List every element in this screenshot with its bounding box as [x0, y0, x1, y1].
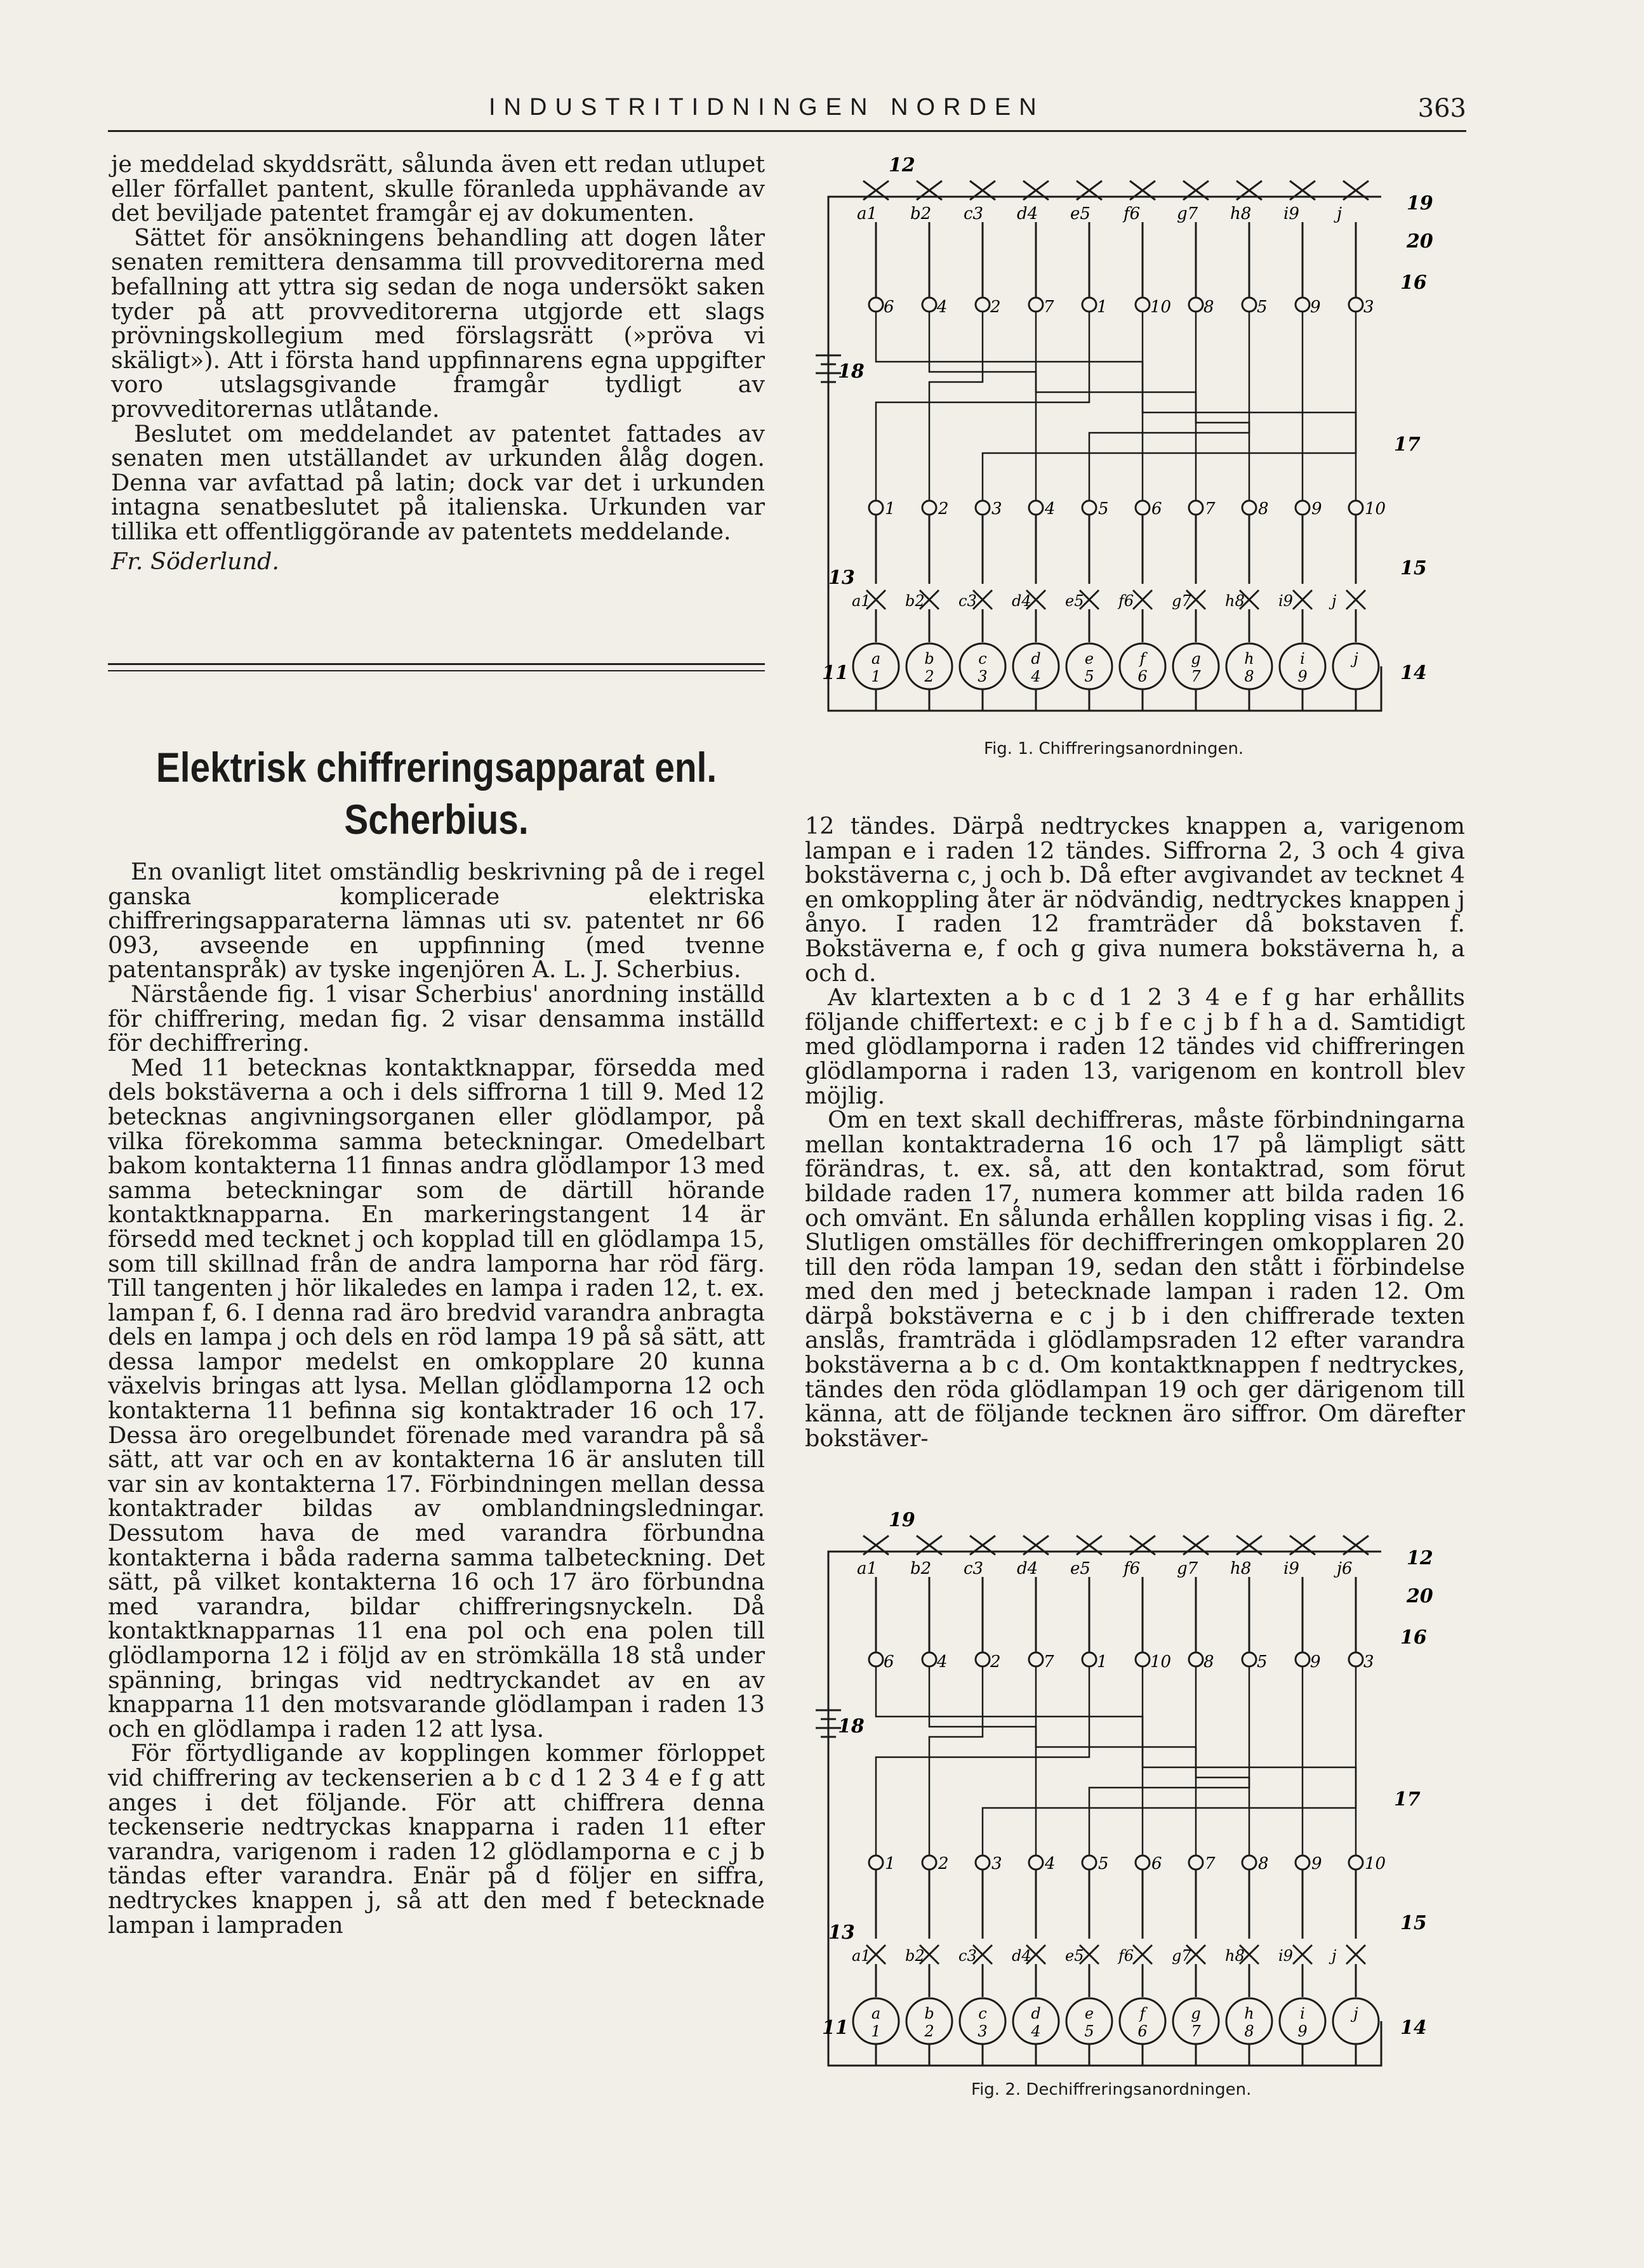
- key-letter: a: [871, 2005, 881, 2022]
- contact-16: [976, 1652, 990, 1666]
- row16-label: 2: [990, 298, 1001, 317]
- row13-label: i9: [1278, 592, 1293, 610]
- row17-label: 1: [885, 499, 896, 518]
- row17-label: 2: [938, 499, 949, 518]
- row12-label: c3: [964, 204, 984, 223]
- paragraph: Om en text skall dechiffreras, måste förbindningarna mellan kontaktraderna 16 och 17 på lämpligt sätt förändras, t. ex. så, att den kontaktrad, som förut bildade raden 17, numera kommer att bilda raden 16 och omvänt. En sålunda erhållen koppling visas i fig. 2. Slutligen omställes för dechiffreringen omkopplaren 20 till den röda lampan 19, sedan den stått i förbindelse med den med j betecknade lampan i raden 12. Om därpå bokstäverna e c j b i den chiffrerade texten anslås, framträda i glödlampsraden 12 efter varandra bokstäverna a b c d. Om kontaktknappen f nedtryckes, tändes den röda glödlampan 19 och ger därigenom till känna, att de följande tecknen äro siffror. Om därefter bokstäver-: [805, 1106, 1465, 1452]
- running-header: [108, 94, 1466, 129]
- row17-label: 4: [1045, 499, 1056, 518]
- key-letter: f: [1139, 2005, 1146, 2022]
- contact-17: [1189, 501, 1203, 515]
- key-letter: g: [1191, 650, 1201, 668]
- key-digit: 7: [1191, 668, 1201, 685]
- row13-label: f6: [1118, 592, 1134, 610]
- row17-label: 10: [1365, 499, 1386, 518]
- row13-label: b2: [905, 1947, 925, 1965]
- contact-16: [1136, 298, 1150, 312]
- row12-label: i9: [1283, 204, 1299, 223]
- key-letter: h: [1244, 650, 1254, 668]
- key-digit: 6: [1137, 668, 1148, 685]
- key-digit: 2: [924, 2022, 934, 2040]
- reference-numeral: 15: [1400, 1912, 1427, 1934]
- row12-label: j6: [1337, 1559, 1353, 1578]
- figure-2-circuit-diagram: [809, 1507, 1469, 2078]
- row17-label: 7: [1205, 499, 1216, 518]
- row17-label: 3: [991, 1854, 1002, 1873]
- key-digit: 8: [1244, 668, 1254, 685]
- reference-numeral: 12: [1407, 1547, 1433, 1569]
- key-digit: 4: [1031, 2022, 1041, 2040]
- row16-label: 10: [1150, 298, 1172, 317]
- reference-numeral: 20: [1407, 230, 1433, 253]
- page-number: 363: [1417, 94, 1466, 123]
- row13-label: a1: [852, 1947, 871, 1965]
- row13-label: j: [1332, 592, 1337, 610]
- article-title: [154, 741, 719, 845]
- scramble-wire: [1196, 1667, 1249, 1855]
- key-letter: f: [1139, 650, 1146, 668]
- contact-17: [1189, 1856, 1203, 1869]
- contact-16: [1296, 298, 1309, 312]
- key-digit: 3: [978, 668, 988, 685]
- contact-17: [1242, 1856, 1256, 1869]
- reference-numeral: 14: [1400, 2017, 1427, 2039]
- contact-16: [869, 1652, 883, 1666]
- contact-17: [1296, 1856, 1309, 1869]
- reference-numeral: 15: [1400, 557, 1427, 579]
- contact-17: [1136, 1856, 1150, 1869]
- key-letter: c: [978, 2005, 987, 2022]
- reference-numeral: 19: [1407, 192, 1433, 214]
- row16-label: 1: [1097, 1652, 1108, 1671]
- row13-label: c3: [958, 592, 977, 610]
- key-digit: 9: [1297, 668, 1308, 685]
- row12-label: e5: [1070, 204, 1090, 223]
- contact-16: [922, 1652, 936, 1666]
- contact-17: [1136, 501, 1150, 515]
- contact-16: [1082, 298, 1096, 312]
- key-digit: 4: [1031, 668, 1041, 685]
- article-title-line: Elektrisk chiffreringsapparat enl.: [156, 744, 717, 791]
- key-letter: d: [1031, 2005, 1041, 2022]
- contact-16: [1349, 298, 1363, 312]
- figure-1-caption: Fig. 1. Chiffreringsanordningen.: [984, 739, 1244, 758]
- row17-label: 7: [1205, 1854, 1216, 1873]
- article-left-column: [108, 860, 765, 1937]
- figure-1-circuit-diagram: [809, 152, 1469, 723]
- row16-label: 9: [1310, 298, 1321, 317]
- contact-17: [1242, 501, 1256, 515]
- contact-17: [869, 501, 883, 515]
- reference-numeral: 19: [889, 1509, 915, 1531]
- author-signature: Fr. Söderlund.: [111, 547, 280, 575]
- key-digit: 3: [978, 2022, 988, 2040]
- scramble-wire: [1089, 1667, 1249, 1855]
- scramble-wire: [1036, 1667, 1196, 1855]
- row13-label: e5: [1065, 1947, 1084, 1965]
- scramble-wire: [983, 312, 1356, 500]
- row13-label: d4: [1012, 1947, 1031, 1965]
- row12-label: f6: [1124, 1559, 1141, 1578]
- contact-17: [1082, 1856, 1096, 1869]
- contact-16: [1242, 298, 1256, 312]
- contact-16: [1349, 1652, 1363, 1666]
- row13-label: a1: [852, 592, 871, 610]
- row12-label: d4: [1017, 1559, 1038, 1578]
- row16-label: 3: [1363, 298, 1374, 317]
- row17-label: 8: [1258, 1854, 1269, 1873]
- contact-16: [1029, 298, 1043, 312]
- contact-17: [922, 501, 936, 515]
- paragraph: Av klartexten a b c d 1 2 3 4 e f g har erhållits följande chiffertext: e c j b f e c j b f h a d. Samtidigt med glödlamporna i raden 12 tändes vid chiffreringen glödlamporna i raden 13, varigenom en kontroll blev möjlig.: [805, 984, 1465, 1109]
- row16-label: 6: [884, 298, 894, 317]
- row12-label: g7: [1177, 204, 1198, 223]
- row12-label: c3: [964, 1559, 984, 1578]
- contact-17: [869, 1856, 883, 1869]
- contact-16: [1189, 298, 1203, 312]
- row13-label: e5: [1065, 592, 1084, 610]
- row12-label: e5: [1070, 1559, 1090, 1578]
- row16-label: 4: [937, 298, 948, 317]
- row16-label: 1: [1097, 298, 1108, 317]
- key-letter: j: [1353, 650, 1358, 668]
- scramble-wire: [929, 1667, 983, 1855]
- row17-label: 9: [1311, 1854, 1322, 1873]
- row17-label: 6: [1151, 499, 1162, 518]
- contact-16: [1242, 1652, 1256, 1666]
- key-letter: j: [1353, 2005, 1358, 2022]
- row13-label: j: [1332, 1947, 1337, 1965]
- row12-label: g7: [1177, 1559, 1198, 1578]
- reference-numeral: 11: [822, 662, 849, 684]
- row12-label: b2: [910, 204, 932, 223]
- key-letter: i: [1300, 650, 1305, 668]
- reference-numeral: 11: [822, 2017, 849, 2039]
- row17-label: 8: [1258, 499, 1269, 518]
- reference-numeral: 20: [1407, 1585, 1433, 1607]
- contact-17: [1296, 501, 1309, 515]
- scramble-wire: [876, 312, 1143, 500]
- row16-label: 8: [1203, 1652, 1214, 1671]
- paragraph: För förtydligande av kopplingen kommer förloppet vid chiffrering av teckenserien a b c d 1 2 3 4 e f g att anges i det följande. För att chiffrera denna teckenserie nedtryckas knapparna i raden 11 efter varandra, varigenom i raden 12 glödlamporna e c j b tändas efter varandra. Enär på d följer en siffra, nedtryckes knappen j, så att den med f betecknade lampan i lampraden: [108, 1739, 765, 1939]
- row16-label: 10: [1150, 1652, 1172, 1671]
- contact-17: [1029, 1856, 1043, 1869]
- row17-label: 1: [885, 1854, 896, 1873]
- key-digit: 8: [1244, 2022, 1254, 2040]
- key-letter: b: [924, 650, 934, 668]
- contact-17: [976, 1856, 990, 1869]
- row13-label: d4: [1012, 592, 1031, 610]
- journal-title: INDUSTRITIDNINGEN NORDEN: [489, 94, 1045, 121]
- section-double-rule: [108, 663, 765, 671]
- contact-16: [1189, 1652, 1203, 1666]
- contact-17: [1082, 501, 1096, 515]
- contact-16: [1296, 1652, 1309, 1666]
- row13-label: h8: [1225, 1947, 1245, 1965]
- row16-label: 5: [1257, 298, 1268, 317]
- key-digit: 2: [924, 668, 934, 685]
- reference-numeral: 16: [1400, 1626, 1427, 1649]
- row17-label: 5: [1098, 499, 1109, 518]
- row13-label: f6: [1118, 1947, 1134, 1965]
- row13-label: i9: [1278, 1947, 1293, 1965]
- key-letter: g: [1191, 2005, 1201, 2022]
- reference-numeral: 18: [838, 360, 865, 383]
- contact-16: [869, 298, 883, 312]
- key-letter: e: [1084, 650, 1094, 668]
- row13-label: b2: [905, 592, 925, 610]
- reference-numeral: 17: [1394, 433, 1421, 456]
- row17-label: 2: [938, 1854, 949, 1873]
- key-digit: 5: [1084, 668, 1094, 685]
- row17-label: 6: [1151, 1854, 1162, 1873]
- contact-16: [1082, 1652, 1096, 1666]
- row17-label: 10: [1365, 1854, 1386, 1873]
- reference-numeral: 17: [1394, 1788, 1421, 1810]
- row12-label: b2: [910, 1559, 932, 1578]
- contact-16: [922, 298, 936, 312]
- key-digit: 7: [1191, 2022, 1201, 2040]
- row12-label: h8: [1230, 204, 1252, 223]
- key-letter: b: [924, 2005, 934, 2022]
- row16-label: 7: [1044, 298, 1054, 317]
- row12-label: i9: [1283, 1559, 1299, 1578]
- paragraph: En ovanligt litet omständlig beskrivning på de i regel ganska komplicerade elektriska chiffreringsapparaterna lämnas uti sv. patentet nr 66 093, avseende en uppfinning (med tvenne patentanspråk) av tyske ingenjören A. L. J. Scherbius.: [108, 858, 765, 984]
- scramble-wire: [1036, 312, 1196, 500]
- paragraph: 12 tändes. Därpå nedtryckes knappen a, varigenom lampan e i raden 12 tändes. Siffrorna 2, 3 och 4 giva bokstäverna c, j och b. Då efter avgivandet av tecknet 4 en omkoppling åter är nödvändig, nedtryckes knappen j ånyo. I raden 12 framträder då bokstaven f. Bokstäverna e, f och g giva numera bokstäverna h, a och d.: [805, 812, 1465, 987]
- contact-17: [922, 1856, 936, 1869]
- row12-label: a1: [857, 204, 878, 223]
- key-letter: c: [978, 650, 987, 668]
- reference-numeral: 13: [828, 1922, 855, 1944]
- contact-17: [1029, 501, 1043, 515]
- reference-numeral: 13: [828, 567, 855, 589]
- row12-label: d4: [1017, 204, 1038, 223]
- row17-label: 4: [1045, 1854, 1056, 1873]
- key-digit: 6: [1137, 2022, 1148, 2040]
- contact-17: [1349, 1856, 1363, 1869]
- row12-label: h8: [1230, 1559, 1252, 1578]
- contact-16: [1136, 1652, 1150, 1666]
- paragraph: Sättet för ansökningens behandling att dogen låter senaten remittera densamma till provveditorerna med befallning att yttra sig sedan de noga undersökt saken tyder på att provveditorerna utgjorde ett slags prövningskollegium med förslagsrätt (»pröva vi skäligt»). Att i första hand uppfinnarens egna uppgifter voro utslagsgivande framgår tydligt av provveditorernas utlåtande.: [111, 223, 765, 423]
- reference-numeral: 16: [1400, 272, 1427, 294]
- row17-label: 3: [991, 499, 1002, 518]
- row16-label: 7: [1044, 1652, 1054, 1671]
- scramble-wire: [876, 1667, 1143, 1855]
- row13-label: g7: [1172, 1947, 1191, 1965]
- row13-label: c3: [958, 1947, 977, 1965]
- reference-numeral: 18: [838, 1715, 865, 1737]
- row16-label: 3: [1363, 1652, 1374, 1671]
- row16-label: 4: [937, 1652, 948, 1671]
- scramble-wire: [1089, 312, 1249, 500]
- key-digit: 5: [1084, 2022, 1094, 2040]
- row16-label: 8: [1203, 298, 1214, 317]
- row12-label: j: [1337, 204, 1342, 223]
- reference-numeral: 14: [1400, 662, 1427, 684]
- article-right-column: [805, 814, 1465, 1451]
- contact-17: [976, 501, 990, 515]
- paragraph: Närstående fig. 1 visar Scherbius' anordning inställd för chiffrering, medan fig. 2 visar densamma inställd för dechiffrering.: [108, 980, 765, 1057]
- scramble-wire: [929, 312, 983, 500]
- row13-label: h8: [1225, 592, 1245, 610]
- key-letter: e: [1084, 2005, 1094, 2022]
- left-top-column: [111, 152, 765, 574]
- row16-label: 6: [884, 1652, 894, 1671]
- row17-label: 5: [1098, 1854, 1109, 1873]
- row17-label: 9: [1311, 499, 1322, 518]
- contact-17: [1349, 501, 1363, 515]
- header-rule: [108, 130, 1466, 132]
- row12-label: a1: [857, 1559, 878, 1578]
- paragraph: je meddelad skyddsrätt, sålunda även ett redan utlupet eller förfallet pantent, skulle föranleda upphävande av det beviljade patentet framgår ej av dokumenten.: [111, 150, 765, 227]
- key-letter: a: [871, 650, 881, 668]
- article-title-line: Scherbius.: [344, 796, 529, 843]
- key-digit: 1: [871, 2022, 881, 2040]
- figure-2-caption: Fig. 2. Dechiffreringsanordningen.: [971, 2080, 1252, 2099]
- scramble-wire: [983, 1667, 1356, 1855]
- row12-label: f6: [1124, 204, 1141, 223]
- contact-16: [1029, 1652, 1043, 1666]
- row16-label: 2: [990, 1652, 1001, 1671]
- key-digit: 9: [1297, 2022, 1308, 2040]
- paragraph: Med 11 betecknas kontaktknappar, försedda med dels bokstäverna a och i dels siffrorna 1 till 9. Med 12 betecknas angivningsorganen eller glödlampor, på vilka förekomma samma beteckningar. Omedelbart bakom kontakterna 11 finnas andra glödlampor 13 med samma beteckningar som de därtill hörande kontaktknapparna. En markeringstangent 14 är försedd med tecknet j och kopplad till en glödlampa 15, som till skillnad från de andra lamporna har röd färg. Till tangenten j hör likaledes en lampa i raden 12, t. ex. lampan f, 6. I denna rad äro bredvid varandra anbragta dels en lampa j och dels en röd lampa 19 på så sätt, att dessa lampor medelst en omkopplare 20 kunna växelvis bringas att lysa. Mellan glödlamporna 12 och kontakterna 11 befinna sig kontaktrader 16 och 17. Dessa äro oregelbundet förenade med varandra på så sätt, att var och en av kontakterna 16 är ansluten till var sin av kontakterna 17. Förbindningen mellan dessa kontaktrader bildas av omblandningsledningar. Dessutom hava de med varandra förbundna kontakterna i båda raderna samma talbeteckning. Det sätt, på vilket kontakterna 16 och 17 äro förbundna med varandra, bildar chiffreringsnyckeln. Då kontaktknapparnas 11 ena pol och ena polen till glödlamporna 12 i följd av en strömkälla 18 stå under spänning, bringas vid nedtryckandet av en av knapparna 11 den motsvarande glödlampan i raden 13 och en glödlampa i raden 12 att lysa.: [108, 1053, 765, 1743]
- row16-label: 5: [1257, 1652, 1268, 1671]
- key-letter: h: [1244, 2005, 1254, 2022]
- key-letter: i: [1300, 2005, 1305, 2022]
- reference-numeral: 12: [889, 154, 915, 176]
- paragraph: Beslutet om meddelandet av patentet fattades av senaten men utställandet av urkunden ålåg dogen. Denna var avfattad på latin; dock var det i urkunden intagna senatbeslutet på italienska. Urkunden var tillika ett offentliggörande av patentets meddelande.: [111, 419, 765, 545]
- key-digit: 1: [871, 668, 881, 685]
- scramble-wire: [1196, 312, 1249, 500]
- contact-16: [976, 298, 990, 312]
- row16-label: 9: [1310, 1652, 1321, 1671]
- row13-label: g7: [1172, 592, 1191, 610]
- key-letter: d: [1031, 650, 1041, 668]
